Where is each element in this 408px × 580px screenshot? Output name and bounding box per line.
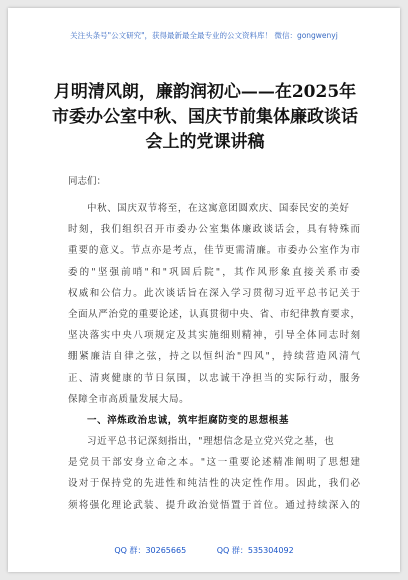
header-promo-text: 关注头条号"公文研究"，获得最新最全最专业的公文资料库！ 微信：gongwenyj bbox=[70, 31, 338, 40]
body-line: 须将强化理论武装、提升政治觉悟置于首位。通过持续深入的 bbox=[68, 499, 360, 511]
body-line: 是党员干部安身立命之本。"这一重要论述精准阐明了思想建 bbox=[68, 457, 360, 469]
title-line: 月明清风朗，廉韵润初心——在2025年 bbox=[53, 82, 357, 102]
title-line: 会上的党课讲稿 bbox=[145, 132, 265, 152]
body-line: 绷紧廉洁自律之弦，持之以恒纠治"四风"，持续营造风清气 bbox=[68, 351, 360, 363]
qq-group-1: QQ 群：30265665 bbox=[114, 546, 187, 555]
footer-qq-groups bbox=[8, 545, 400, 556]
body-line: 时刻，我们组织召开市委办公室集体廉政谈话会，具有特殊而 bbox=[68, 224, 360, 236]
body-line: 重要的意义。节点亦是考点，佳节更需清廉。市委办公室作为市 bbox=[68, 245, 360, 257]
document-title bbox=[46, 80, 364, 155]
body-line: 全面从严治党的重要论述，认真贯彻中央、省、市纪律教育要求， bbox=[68, 308, 360, 320]
body-line: 坚决落实中央八项规定及其实施细则精神，引导全体同志时刻 bbox=[68, 330, 360, 342]
section-heading: 一、淬炼政治忠诚，筑牢拒腐防变的思想根基 bbox=[87, 414, 290, 426]
qq-group-2: QQ 群：535304092 bbox=[216, 546, 294, 555]
title-line: 市委办公室中秋、国庆节前集体廉政谈话 bbox=[52, 107, 358, 127]
body-line: 习近平总书记深刻指出，"理想信念是立党兴党之基，也 bbox=[87, 436, 335, 448]
document-body bbox=[68, 198, 360, 516]
document-page bbox=[8, 8, 400, 572]
body-line: 保障全市高质量发展大局。 bbox=[68, 393, 190, 405]
body-line: 中秋、国庆双节将至，在这寓意团圆欢庆、国泰民安的美好 bbox=[87, 203, 350, 214]
body-line: 设对于保持党的先进性和纯洁性的决定性作用。因此，我们必 bbox=[68, 478, 360, 490]
salutation: 同志们： bbox=[68, 176, 107, 187]
body-line: 正、清爽健康的节日氛围，以忠诚干净担当的实际行动，服务 bbox=[68, 372, 360, 384]
body-line: 委的"坚强前哨"和"巩固后院"，其作风形象直接关系市委 bbox=[68, 266, 360, 278]
body-line: 权威和公信力。此次谈话旨在深入学习贯彻习近平总书记关于 bbox=[68, 287, 360, 299]
